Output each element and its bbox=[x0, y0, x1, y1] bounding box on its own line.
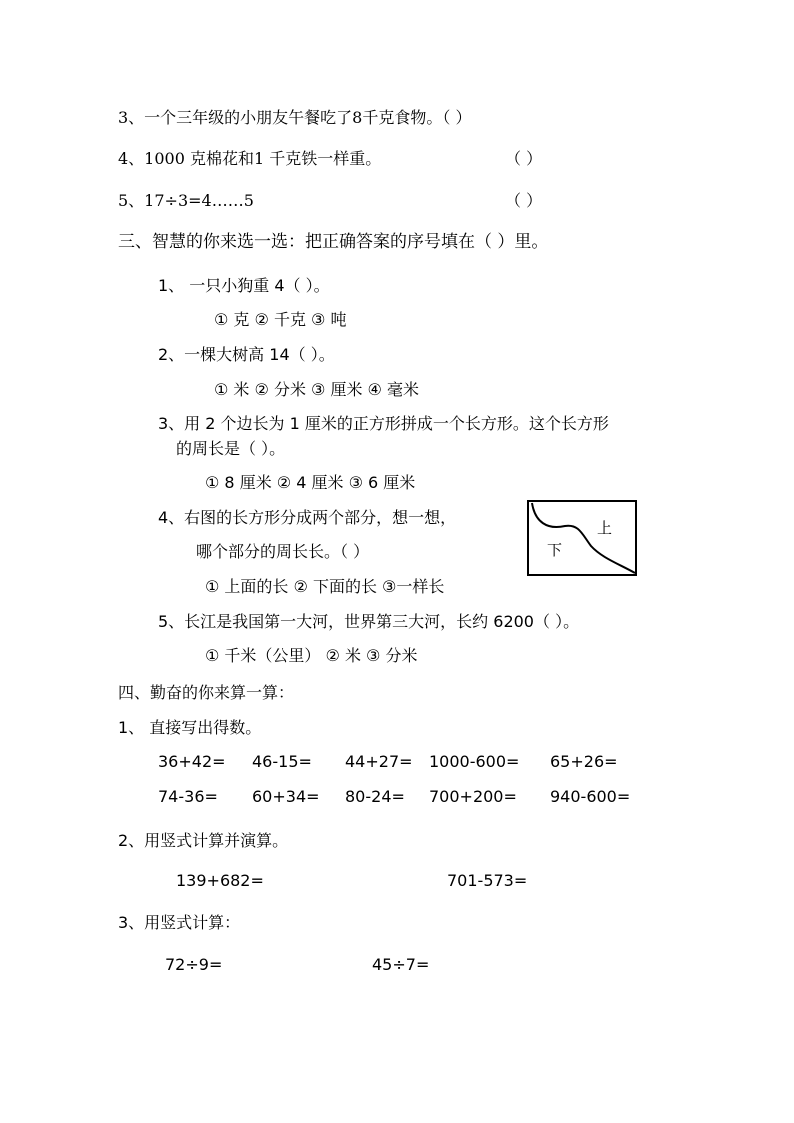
calc-r2-c4: 700+200= bbox=[429, 787, 517, 806]
calc-r1-c3: 44+27= bbox=[345, 752, 413, 771]
rectangle-diagram bbox=[527, 500, 637, 576]
s3-q5: 5、长江是我国第一大河，世界第三大河，长约 6200（ ）。 bbox=[158, 612, 580, 631]
calc-r2-c1: 74-36= bbox=[158, 787, 218, 806]
label-top: 上 bbox=[597, 519, 613, 537]
label-bottom: 下 bbox=[547, 541, 563, 559]
s3-q2: 2、一棵大树高 14（ ）。 bbox=[158, 345, 335, 364]
s3-q4-line2: 哪个部分的周长长。（ ） bbox=[196, 542, 370, 561]
calc-r1-c5: 65+26= bbox=[550, 752, 618, 771]
section3-title: 三、智慧的你来选一选：把正确答案的序号填在（ ）里。 bbox=[118, 232, 549, 252]
calc-r2-c5: 940-600= bbox=[550, 787, 631, 806]
section4-title: 四、勤奋的你来算一算： bbox=[118, 683, 295, 702]
s3-q1: 1、 一只小狗重 4（ ）。 bbox=[158, 276, 330, 295]
judge-q5: 5、17÷3=4……5 bbox=[118, 191, 254, 210]
rectangle-figure bbox=[527, 500, 637, 576]
s3-q4-line1: 4、右图的长方形分成两个部分，想一想， bbox=[158, 508, 457, 527]
vertical-calc-2: 701-573= bbox=[447, 871, 528, 890]
judge-q4-paren: （ ） bbox=[505, 149, 543, 168]
division-calc-2: 45÷7= bbox=[372, 955, 430, 974]
calc-r1-c4: 1000-600= bbox=[429, 752, 520, 771]
calc-r1-c1: 36+42= bbox=[158, 752, 226, 771]
s3-q3-line1: 3、用 2 个边长为 1 厘米的正方形拼成一个长方形。这个长方形 bbox=[158, 414, 609, 433]
s3-q1-options: ① 克 ② 千克 ③ 吨 bbox=[214, 310, 347, 329]
s3-q2-options: ① 米 ② 分米 ③ 厘米 ④ 毫米 bbox=[214, 380, 419, 399]
calc-r2-c3: 80-24= bbox=[345, 787, 405, 806]
s3-q5-options: ① 千米（公里） ② 米 ③ 分米 bbox=[205, 646, 418, 665]
s3-q3-line2: 的周长是（ ）。 bbox=[176, 439, 286, 458]
s4-part3-title: 3、用竖式计算： bbox=[118, 913, 241, 932]
s3-q4-options: ① 上面的长 ② 下面的长 ③一样长 bbox=[205, 577, 445, 596]
rectangle-outline bbox=[528, 501, 636, 575]
vertical-calc-1: 139+682= bbox=[176, 871, 264, 890]
judge-q5-paren: （ ） bbox=[505, 191, 543, 210]
s4-part2-title: 2、用竖式计算并演算。 bbox=[118, 831, 289, 850]
s3-q3-options: ① 8 厘米 ② 4 厘米 ③ 6 厘米 bbox=[205, 473, 416, 492]
calc-r1-c2: 46-15= bbox=[252, 752, 312, 771]
judge-q3: 3、一个三年级的小朋友午餐吃了8千克食物。（ ） bbox=[118, 108, 472, 127]
division-calc-1: 72÷9= bbox=[165, 955, 223, 974]
judge-q4: 4、1000 克棉花和1 千克铁一样重。 bbox=[118, 149, 382, 168]
s4-part1-title: 1、 直接写出得数。 bbox=[118, 718, 262, 737]
calc-r2-c2: 60+34= bbox=[252, 787, 320, 806]
